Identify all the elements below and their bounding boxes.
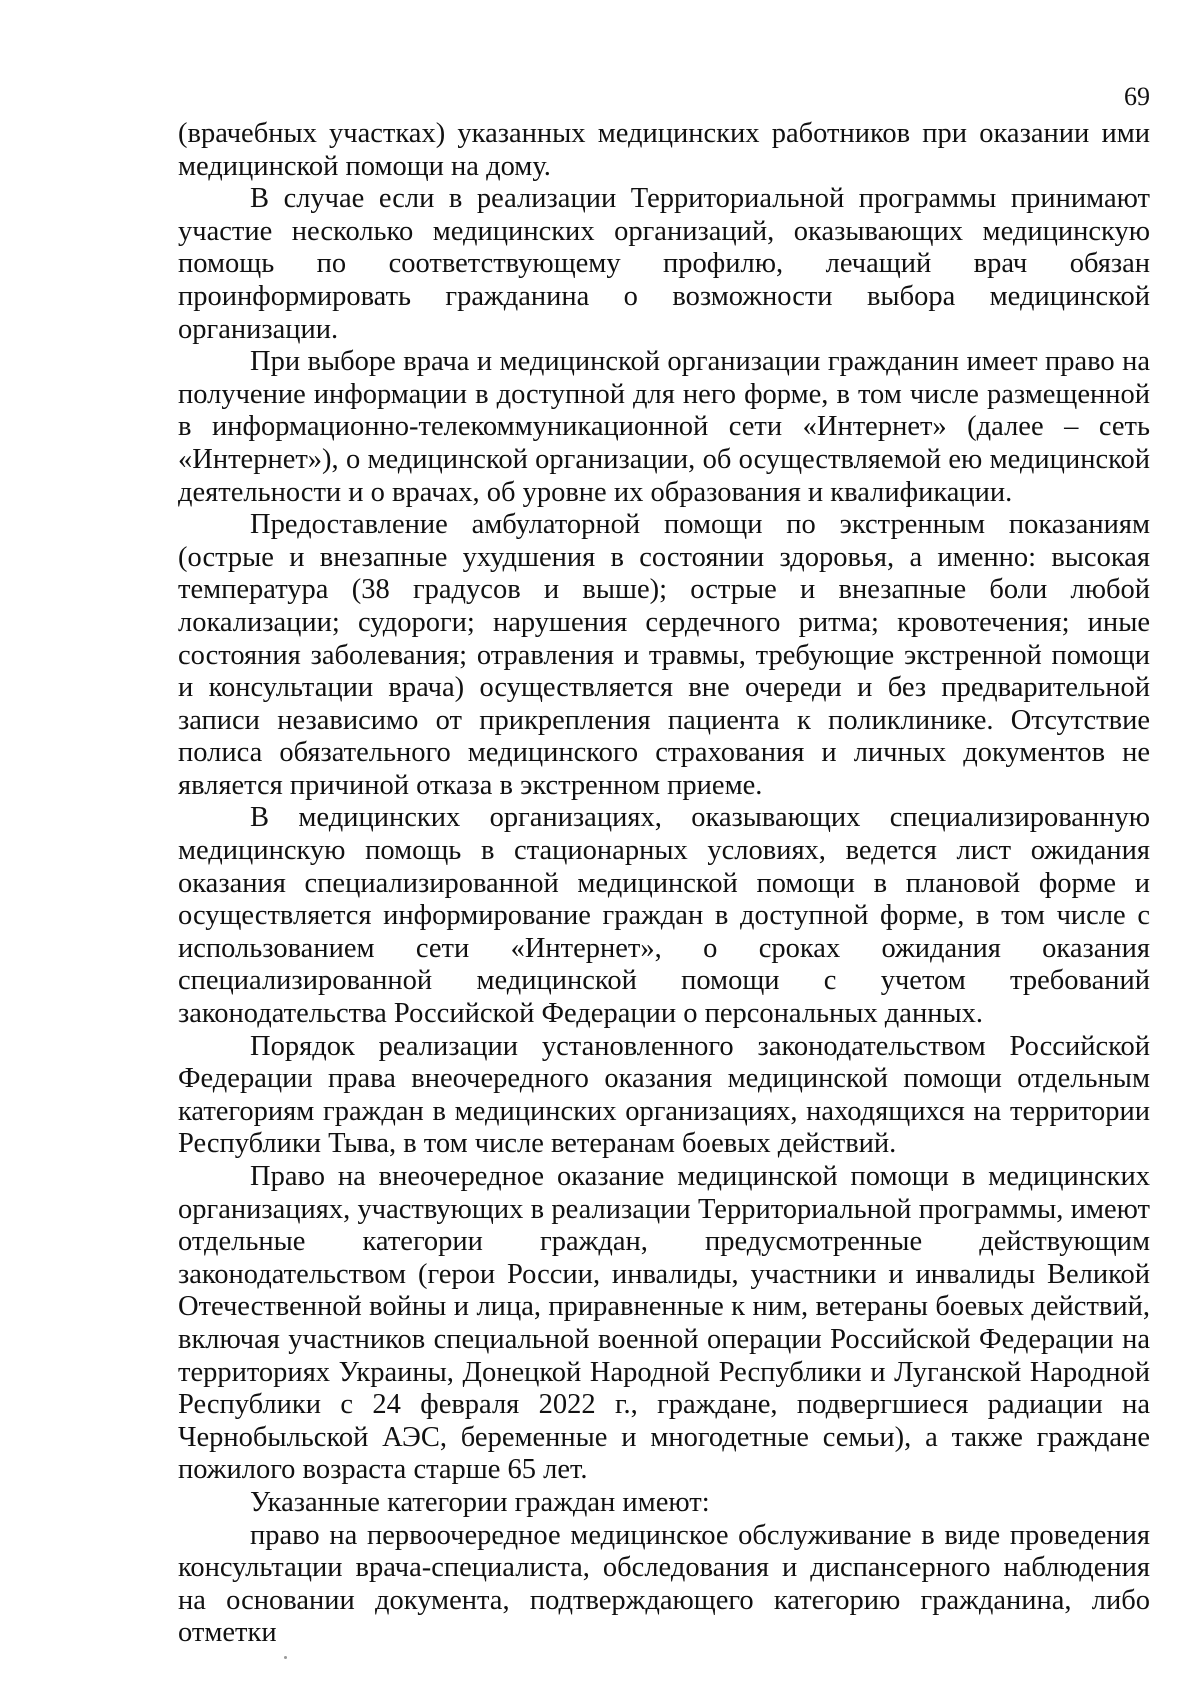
paragraph-waiting-list: В медицинских организациях, оказывающих специализированную медицинскую помощь в стационарных условиях, ведется лист ожидания оказания специализированной медицинской помощи в плановой форме и осуществляется информирование граждан в доступной форме, в том числе с использованием сети «Интернет», о сроках ожидания оказания специализированной медицинской помощи с учетом требований законодательства Российской Федерации о персональных данных. bbox=[178, 802, 1150, 1030]
paragraph-emergency-care: Предоставление амбулаторной помощи по экстренным показаниям (острые и внезапные ухудшения в состоянии здоровья, а именно: высокая температура (38 градусов и выше); острые и внезапные боли любой локализации; судороги; нарушения сердечного ритма; кровотечения; иные состояния заболевания; отравления и травмы, требующие экстренной помощи и консультации врача) осуществляется вне очереди и без предварительной записи независимо от прикрепления пациента к поликлинике. Отсутствие полиса обязательного медицинского страхования и личных документов не является причиной отказа в экстренном приеме. bbox=[178, 509, 1150, 801]
paragraph-priority-categories: Право на внеочередное оказание медицинской помощи в медицинских организациях, участвующих в реализации Территориальной программы, имеют отдельные категории граждан, предусмотренные действующим законодательством (герои России, инвалиды, участники и инвалиды Великой Отечественной войны и лица, приравненные к ним, ветераны боевых действий, включая участников специальной военной операции Российской Федерации на территориях Украины, Донецкой Народной Республики и Луганской Народной Республики с 24 февраля 2022 г., граждане, подвергшиеся радиации на Чернобыльской АЭС, беременные и многодетные семьи), а также граждане пожилого возраста старше 65 лет. bbox=[178, 1161, 1150, 1486]
paragraph-categories-intro: Указанные категории граждан имеют: bbox=[250, 1486, 710, 1518]
scan-speck bbox=[284, 1656, 287, 1659]
paragraph-organization-choice: В случае если в реализации Территориальной программы принимают участие несколько медицинских организаций, оказывающих медицинскую помощь по соответствующему профилю, лечащий врач обязан проинформировать гражданина о возможности выбора медицинской организации. bbox=[178, 183, 1150, 345]
page-number: 69 bbox=[1124, 82, 1150, 111]
paragraph-information-rights: При выборе врача и медицинской организации гражданин имеет право на получение информации в доступной для него форме, в том числе размещенной в информационно-телекоммуникационной сети «Интернет» (далее – сеть «Интернет»), о медицинской организации, об осуществляемой ею медицинской деятельности и о врачах, об уровне их образования и квалификации. bbox=[178, 346, 1150, 508]
paragraph-continuation: (врачебных участках) указанных медицинских работников при оказании ими медицинской помощи на дому. bbox=[178, 118, 1150, 182]
paragraph-first-priority-service: право на первоочередное медицинское обслуживание в виде проведения консультации врача-специалиста, обследования и диспансерного наблюдения на основании документа, подтверждающего категорию гражданина, либо отметки bbox=[178, 1519, 1150, 1649]
paragraph-priority-procedure: Порядок реализации установленного законодательством Российской Федерации права внеочередного оказания медицинской помощи отдельным категориям граждан в медицинских организациях, находящихся на территории Республики Тыва, в том числе ветеранам боевых действий. bbox=[178, 1030, 1150, 1160]
document-body bbox=[178, 118, 1150, 1650]
